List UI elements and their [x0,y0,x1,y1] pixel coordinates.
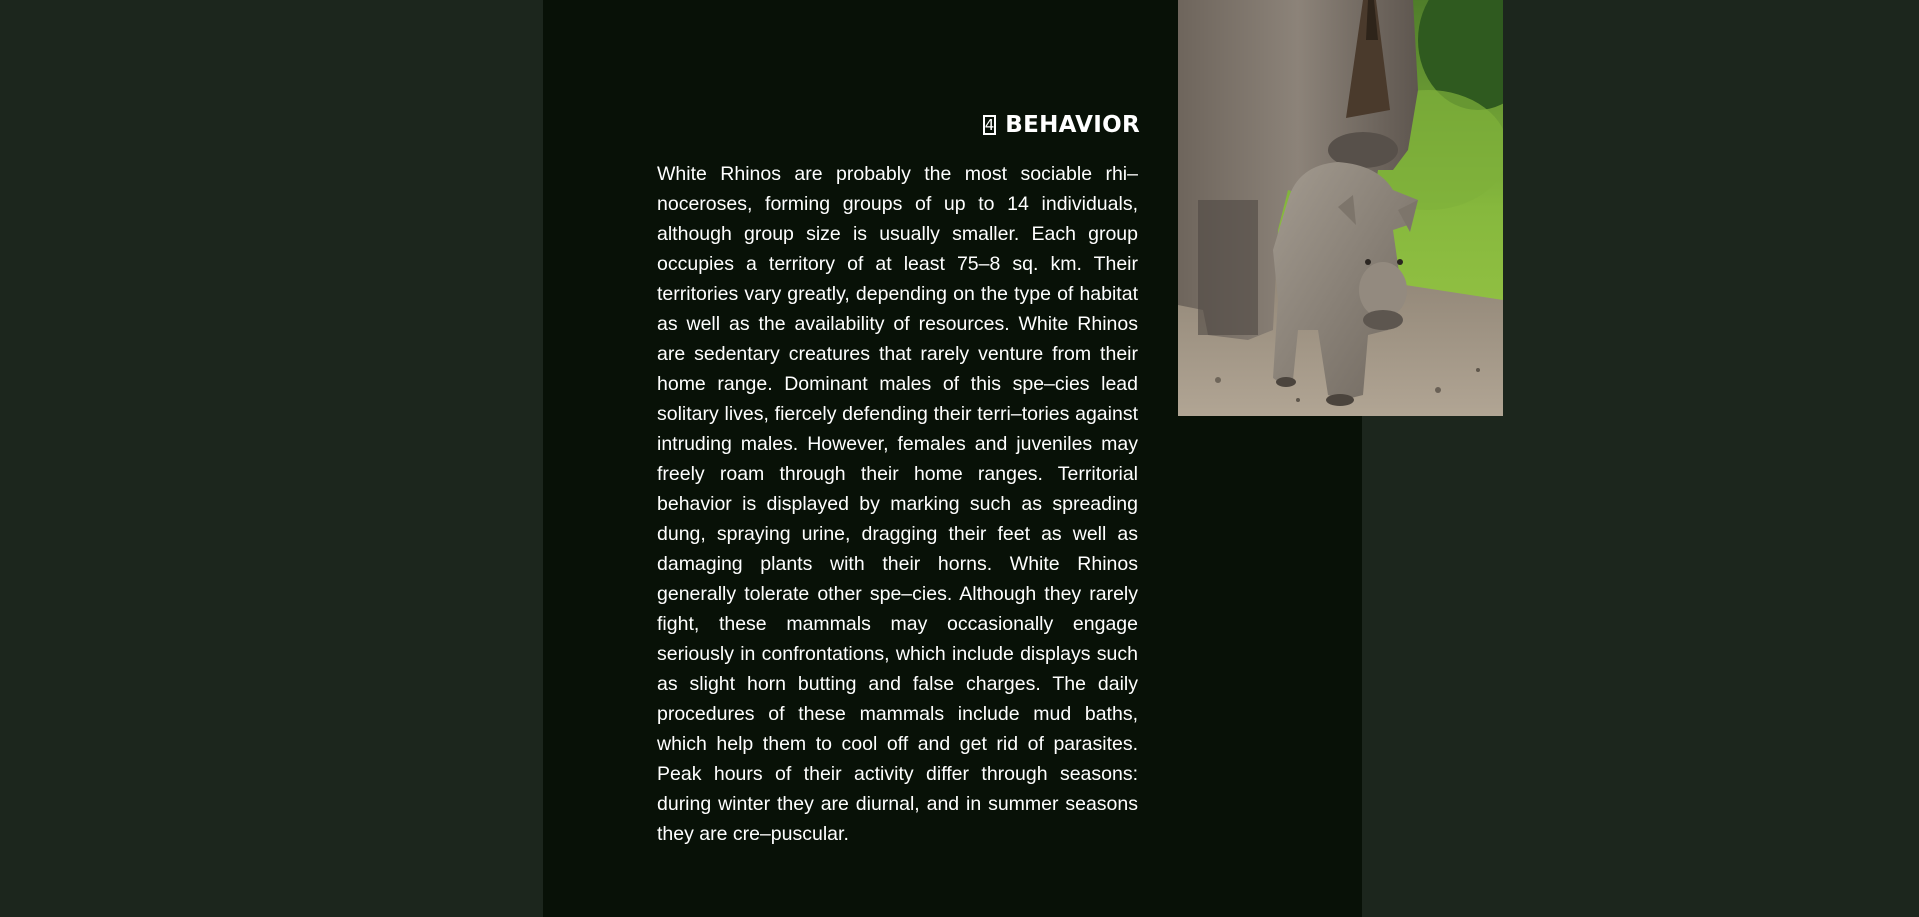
section-number-badge: 4 [984,115,995,134]
section-heading [985,109,1140,141]
rhino-photo [1178,0,1503,416]
section-body-text: White Rhinos are probably the most sociable rhi–noceroses, forming groups of up to 14 individuals, although group size is usually smaller. Each group occupies a territory of at least 75–8 sq. km. Their territories vary greatly, depending on the type of habitat as well as the availability of resources. White Rhinos are sedentary creatures that rarely venture from their home range. Dominant males of this spe–cies lead solitary lives, fiercely defending their terri–tories against intruding males. However, females and juveniles may freely roam through their home ranges. Territorial behavior is displayed by marking such as spreading dung, spraying urine, dragging their feet as well as damaging plants with their horns. White Rhinos generally tolerate other spe–cies. Although they rarely fight, these mammals may occasionally engage seriously in confrontations, which include displays such as slight horn butting and false charges. The daily procedures of these mammals include mud baths, which help them to cool off and get rid of parasites. Peak hours of their activity differ through seasons: during winter they are diurnal, and in summer seasons they are cre–puscular. [657,163,1138,845]
section-title: BEHAVIOR [1005,111,1140,138]
